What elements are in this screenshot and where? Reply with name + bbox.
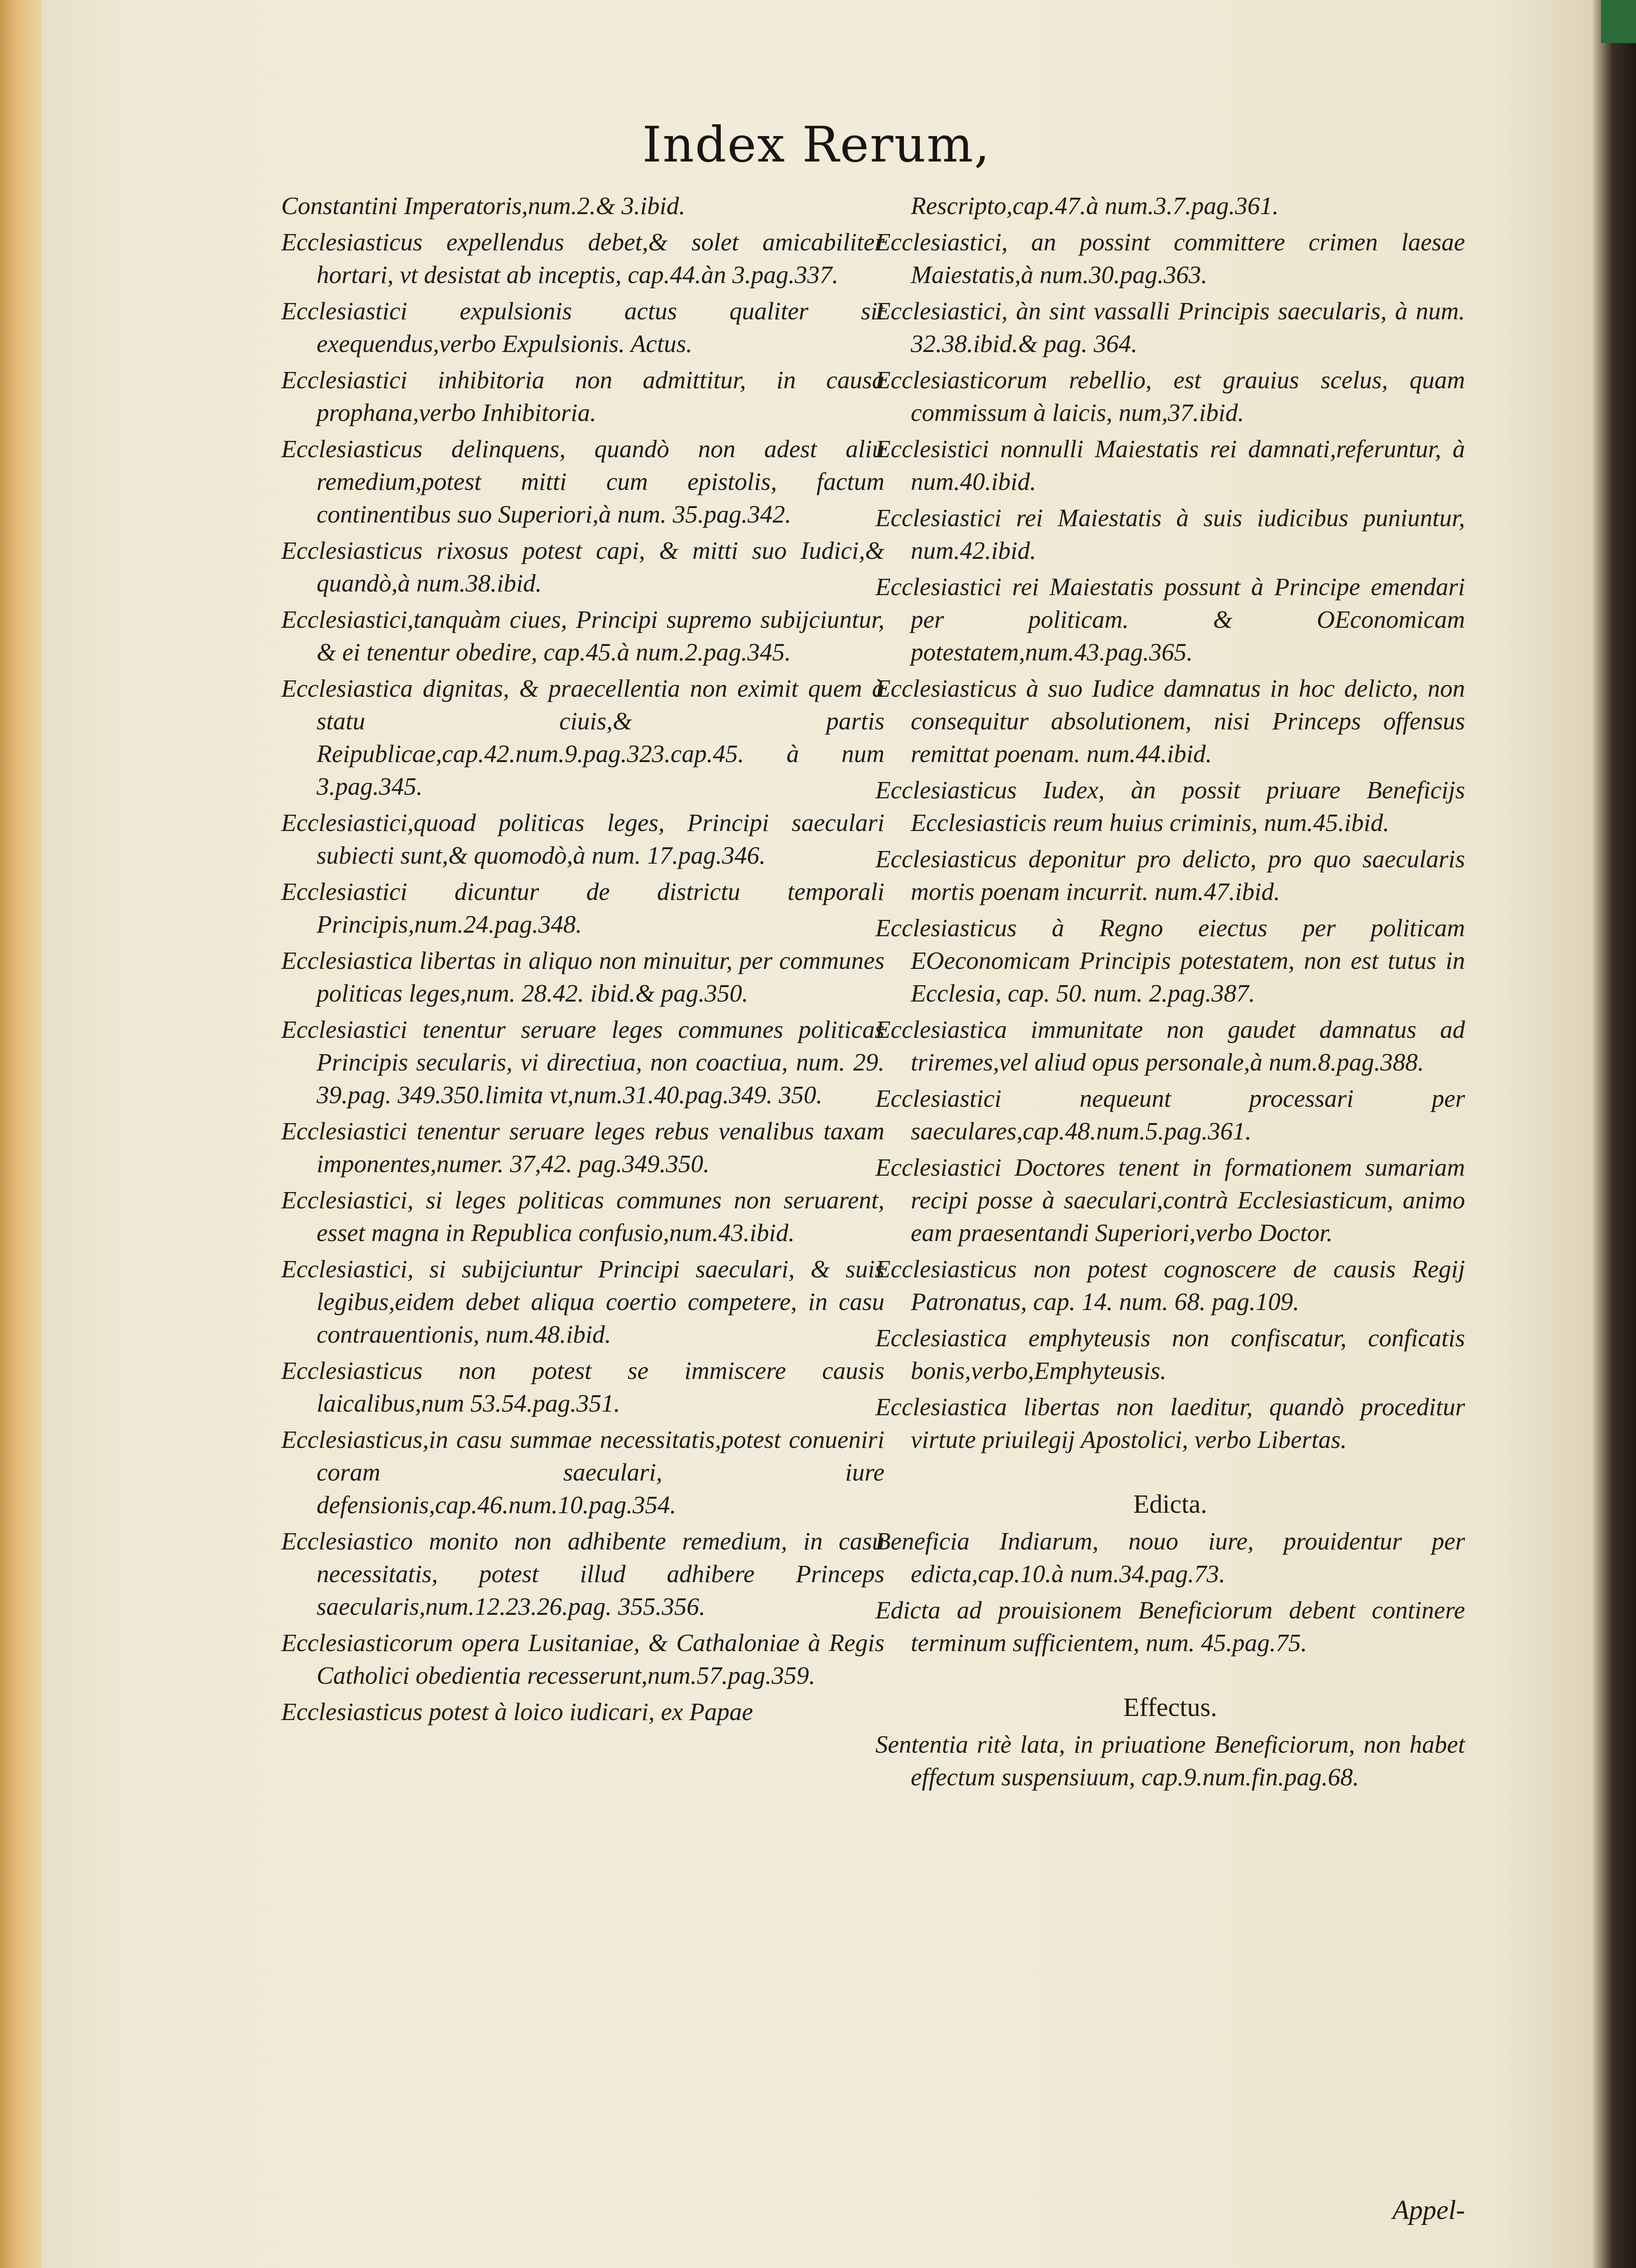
index-entry: Ecclesiastici tenentur seruare leges rebus venalibus taxam imponentes,numer. 37,42. pag.349.350. [281, 1117, 884, 1178]
page-edge-right [1593, 0, 1636, 2268]
index-entry: Ecclesiastico monito non adhibente remedium, in casu necessitatis, potest illud adhibere Princeps saecularis,num.12.23.26.pag. 355.356. [281, 1527, 884, 1620]
index-entry: Ecclesiastici inhibitoria non admittitur, in causa prophana,verbo Inhibitoria. [281, 366, 884, 426]
section-heading: Effectus. [1123, 1692, 1217, 1722]
index-entry: Ecclesiastici,tanquàm ciues, Principi supremo subijciuntur, & ei tenentur obedire, cap.45.à num.2.pag.345. [281, 606, 884, 666]
index-entry: Ecclesiastici dicuntur de districtu temporali Principis,num.24.pag.348. [281, 878, 884, 938]
index-entry: Ecclesiastici,quoad politicas leges, Principi saeculari subiecti sunt,& quomodò,à num. 17.pag.346. [281, 809, 884, 869]
index-entry: Ecclesiastici, an possint committere crimen laesae Maiestatis,à num.30.pag.363. [875, 228, 1465, 288]
index-entry: Edicta ad prouisionem Beneficiorum debent continere terminum sufficientem, num. 45.pag.75. [875, 1596, 1465, 1657]
running-title: Index Rerum, [642, 117, 991, 173]
index-entry: Ecclesiastici rei Maiestatis à suis iudicibus puniuntur, num.42.ibid. [875, 504, 1465, 564]
index-entry: Ecclesiasticorum rebellio, est grauius scelus, quam commissum à laicis, num,37.ibid. [875, 366, 1465, 426]
right-entries [875, 226, 1465, 1456]
page-edge-left [0, 0, 42, 2268]
section-heading: Edicta. [1133, 1489, 1207, 1519]
index-entry: Ecclesiasticus Iudex, àn possit priuare Beneficijs Ecclesiasticis reum huius criminis, num.45.ibid. [875, 776, 1465, 836]
corner-tab [1601, 0, 1636, 43]
left-column [281, 190, 884, 1732]
index-entry: Ecclesistici nonnulli Maiestatis rei damnati,referuntur, à num.40.ibid. [875, 435, 1465, 495]
index-entry: Ecclesiastica libertas non laeditur, quandò proceditur virtute priuilegij Apostolici, verbo Libertas. [875, 1393, 1465, 1453]
index-entry: Sententia ritè lata, in priuatione Beneficiorum, non habet effectum suspensiuum, cap.9.num.fin.pag.68. [875, 1730, 1465, 1791]
index-entry: Ecclesiasticus à suo Iudice damnatus in hoc delicto, non consequitur absolutionem, nisi Princeps offensus remittat poenam. num.44.ibid. [875, 675, 1465, 767]
index-entry: Ecclesiastica dignitas, & praecellentia non eximit quem à statu ciuis,& partis Reipublicae,cap.42.num.9.pag.323.cap.45. à num 3.pag.345. [281, 675, 884, 800]
index-entry: Ecclesiasticus deponitur pro delicto, pro quo saecularis mortis poenam incurrit. num.47.ibid. [875, 845, 1465, 905]
index-entry: Ecclesiasticus non potest se immiscere causis laicalibus,num 53.54.pag.351. [281, 1357, 884, 1417]
index-entry: Ecclesiastici rei Maiestatis possunt à Principe emendari per politicam. & OEconomicam potestatem,num.43.pag.365. [875, 573, 1465, 666]
right-column [875, 190, 1465, 1797]
index-entry: Ecclesiasticorum opera Lusitaniae, & Cathaloniae à Regis Catholici obedientia recesserunt,num.57.pag.359. [281, 1629, 884, 1689]
index-entry: Ecclesiasticus potest à loico iudicari, ex Papae [281, 1698, 753, 1725]
index-entry: Ecclesiastica immunitate non gaudet damnatus ad triremes,vel aliud opus personale,à num.8.pag.388. [875, 1016, 1465, 1076]
index-entry: Ecclesiastici, si leges politicas communes non seruarent, esset magna in Republica confusio,num.43.ibid. [281, 1186, 884, 1246]
index-entry: Ecclesiasticus à Regno eiectus per politicam EOeconomicam Principis potestatem, non est tutus in Ecclesia, cap. 50. num. 2.pag.387. [875, 914, 1465, 1007]
index-entry: Ecclesiastici, si subijciuntur Principi saeculari, & suis legibus,eidem debet aliqua coertio competere, in casu contrauentionis, num.48.ibid. [281, 1255, 884, 1348]
index-entry: Ecclesiastica emphyteusis non confiscatur, conficatis bonis,verbo,Emphyteusis. [875, 1324, 1465, 1384]
index-entry: Beneficia Indiarum, nouo iure, prouidentur per edicta,cap.10.à num.34.pag.73. [875, 1527, 1465, 1588]
index-entry: Ecclesiastici expulsionis actus qualiter sit exequendus,verbo Expulsionis. Actus. [281, 297, 884, 357]
index-entry: Ecclesiasticus,in casu summae necessitatis,potest conueniri coram saeculari, iure defensionis,cap.46.num.10.pag.354. [281, 1426, 884, 1519]
catchword: Appel- [1392, 2195, 1465, 2225]
index-entry: Ecclesiastici tenentur seruare leges communes politicas Principis secularis, vi directiua, non coactiua, num. 29. 39.pag. 349.350.limita vt,num.31.40.pag.349. 350. [281, 1016, 884, 1109]
continuation-entry: Rescripto,cap.47.à num.3.7.pag.361. [911, 192, 1279, 220]
index-entry: Ecclesiasticus non potest cognoscere de causis Regij Patronatus, cap. 14. num. 68. pag.109. [875, 1255, 1465, 1315]
index-entry: Ecclesiasticus delinquens, quandò non adest aliu remedium,potest mitti cum epistolis, factum continentibus suo Superiori,à num. 35.pag.342. [281, 435, 884, 528]
index-entry: Ecclesiastici nequeunt processari per saeculares,cap.48.num.5.pag.361. [875, 1085, 1465, 1145]
right-sections [875, 1488, 1465, 1794]
index-entry: Ecclesiasticus expellendus debet,& solet amicabiliter hortari, vt desistat ab inceptis, cap.44.àn 3.pag.337. [281, 228, 884, 288]
index-entry: Ecclesiastici Doctores tenent in formationem sumariam recipi posse à saeculari,contrà Ecclesiasticum, animo eam praesentandi Superiori,verbo Doctor. [875, 1154, 1465, 1246]
index-entry: Ecclesiasticus rixosus potest capi, & mitti suo Iudici,& quandò,à num.38.ibid. [281, 537, 884, 597]
index-entry: Constantini Imperatoris,num.2.& 3.ibid. [281, 192, 685, 220]
index-entry: Ecclesiastica libertas in aliquo non minuitur, per communes politicas leges,num. 28.42. ibid.& pag.350. [281, 947, 884, 1007]
index-entry: Ecclesiastici, àn sint vassalli Principis saecularis, à num. 32.38.ibid.& pag. 364. [875, 297, 1465, 357]
